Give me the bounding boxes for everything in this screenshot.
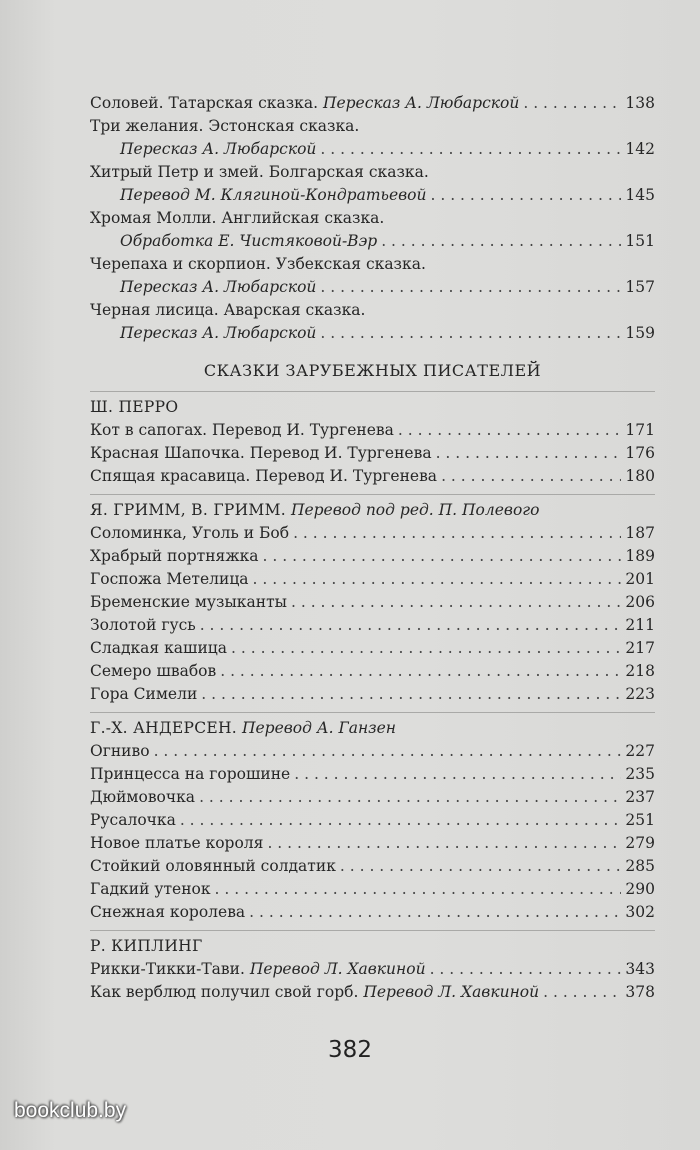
toc-entry-title bbox=[90, 299, 365, 322]
toc-entry bbox=[90, 522, 655, 545]
toc-entry-text: Хромая Молли. Английская сказка. bbox=[90, 209, 385, 227]
toc-entry-text: Гадкий утенок bbox=[90, 880, 211, 898]
toc-page-number: 218 bbox=[625, 662, 655, 680]
page-number: 382 bbox=[328, 1037, 372, 1063]
toc-entry bbox=[90, 786, 655, 809]
toc-entry-title bbox=[90, 637, 227, 660]
toc-entry bbox=[90, 614, 655, 637]
toc-entry-credit: Перевод Л. Хавкиной bbox=[249, 960, 426, 978]
toc-entry-title bbox=[90, 568, 249, 591]
toc-entry-text: Хитрый Петр и змей. Болгарская сказка. bbox=[90, 163, 429, 181]
toc-entry-credit: Перевод Л. Хавкиной bbox=[363, 983, 540, 1001]
toc-entry bbox=[90, 878, 655, 901]
toc-entry-title bbox=[90, 161, 429, 184]
toc-entry-title bbox=[120, 138, 316, 161]
toc-entry bbox=[90, 958, 655, 981]
toc-entry bbox=[90, 322, 655, 345]
toc-entry bbox=[90, 832, 655, 855]
toc-entry bbox=[90, 660, 655, 683]
toc-entry-title bbox=[90, 683, 197, 706]
toc-entry-text: Русалочка bbox=[90, 811, 176, 829]
toc-entry-title bbox=[90, 786, 195, 809]
toc-page-number: 302 bbox=[625, 903, 655, 921]
dot-leader bbox=[253, 568, 621, 591]
toc-page-number: 237 bbox=[625, 788, 655, 806]
toc-entry bbox=[90, 683, 655, 706]
dot-leader bbox=[154, 740, 621, 763]
dot-leader bbox=[320, 276, 621, 299]
toc-entry bbox=[90, 92, 655, 115]
toc-entry-text: Огниво bbox=[90, 742, 150, 760]
dot-leader bbox=[201, 683, 621, 706]
watermark: bookclub.by bbox=[14, 1099, 127, 1122]
toc-entry bbox=[90, 138, 655, 161]
toc-entry bbox=[90, 545, 655, 568]
toc-entry-title bbox=[90, 545, 259, 568]
dot-leader bbox=[180, 809, 621, 832]
toc-entry bbox=[90, 253, 655, 276]
toc-entry bbox=[90, 740, 655, 763]
toc-entry-title bbox=[120, 276, 316, 299]
table-of-contents bbox=[90, 92, 655, 1004]
toc-entry-text: Черная лисица. Аварская сказка. bbox=[90, 301, 366, 319]
toc-entry-title bbox=[90, 855, 336, 878]
toc-entry bbox=[90, 809, 655, 832]
toc-entry-title bbox=[90, 465, 437, 488]
dot-leader bbox=[220, 660, 621, 683]
toc-page-number: 251 bbox=[625, 811, 655, 829]
toc-entry bbox=[90, 184, 655, 207]
dot-leader bbox=[431, 184, 622, 207]
toc-page-number: 279 bbox=[625, 834, 655, 852]
toc-entry-text: Рикки-Тикки-Тави. bbox=[90, 960, 250, 978]
toc-entry bbox=[90, 981, 655, 1004]
section-title: СКАЗКИ ЗАРУБЕЖНЫХ ПИСАТЕЛЕЙ bbox=[203, 361, 542, 380]
toc-page-number: 145 bbox=[625, 186, 655, 204]
toc-entry-credit: Пересказ А. Любарской bbox=[322, 94, 520, 112]
toc-entry-text: Дюймовочка bbox=[90, 788, 196, 806]
toc-entry bbox=[90, 901, 655, 924]
dot-leader bbox=[320, 138, 621, 161]
author-heading bbox=[90, 935, 655, 958]
toc-entry bbox=[90, 419, 655, 442]
dot-leader bbox=[263, 545, 621, 568]
toc-page-number: 176 bbox=[625, 444, 655, 462]
section-divider bbox=[90, 391, 655, 392]
toc-entry bbox=[90, 230, 655, 253]
dot-leader bbox=[320, 322, 621, 345]
toc-entry-title bbox=[90, 92, 519, 115]
dot-leader bbox=[231, 637, 621, 660]
toc-page-number: 159 bbox=[625, 324, 655, 342]
toc-entry bbox=[90, 207, 655, 230]
toc-entry-text: Спящая красавица. Перевод И. Тургенева bbox=[90, 467, 438, 485]
toc-page-number: 285 bbox=[625, 857, 655, 875]
toc-entry-text: Бременские музыканты bbox=[90, 593, 287, 611]
dot-leader bbox=[441, 465, 621, 488]
toc-entry-text: Гора Симели bbox=[90, 685, 198, 703]
toc-entry-title bbox=[90, 115, 359, 138]
toc-page-number: 211 bbox=[625, 616, 655, 634]
toc-entry-title bbox=[90, 419, 394, 442]
section-divider bbox=[90, 712, 655, 713]
toc-entry-title bbox=[90, 614, 196, 637]
toc-entry-text: Стойкий оловянный солдатик bbox=[90, 857, 336, 875]
toc-entry-text: Как верблюд получил свой горб. bbox=[90, 983, 364, 1001]
toc-entry-title bbox=[90, 207, 384, 230]
author-name: Ш. ПЕРРО bbox=[90, 398, 179, 416]
toc-page-number: 189 bbox=[625, 547, 655, 565]
toc-page-number: 171 bbox=[625, 421, 655, 439]
toc-entry bbox=[90, 161, 655, 184]
toc-entry-title bbox=[90, 981, 539, 1004]
dot-leader bbox=[294, 763, 621, 786]
toc-entry-title bbox=[90, 591, 287, 614]
toc-entry-title bbox=[90, 660, 216, 683]
toc-page-number: 206 bbox=[625, 593, 655, 611]
toc-entry-credit: Пересказ А. Любарской bbox=[120, 278, 317, 296]
toc-entry bbox=[90, 299, 655, 322]
toc-entry-title bbox=[120, 230, 377, 253]
dot-leader bbox=[523, 92, 621, 115]
dot-leader bbox=[215, 878, 621, 901]
toc-entry-text: Соломинка, Уголь и Боб bbox=[90, 524, 290, 542]
toc-entry bbox=[90, 591, 655, 614]
toc-entry-credit: Пересказ А. Любарской bbox=[120, 140, 317, 158]
toc-entry-text: Кот в сапогах. Перевод И. Тургенева bbox=[90, 421, 394, 439]
toc-entry-text: Золотой гусь bbox=[90, 616, 196, 634]
toc-entry bbox=[90, 442, 655, 465]
toc-entry-title bbox=[90, 442, 432, 465]
dot-leader bbox=[249, 901, 621, 924]
dot-leader bbox=[199, 786, 621, 809]
toc-entry-title bbox=[90, 958, 426, 981]
dot-leader bbox=[291, 591, 621, 614]
author-name: Г.-Х. АНДЕРСЕН. bbox=[90, 719, 238, 737]
toc-entry-text: Храбрый портняжка bbox=[90, 547, 259, 565]
dot-leader bbox=[200, 614, 621, 637]
toc-entry bbox=[90, 763, 655, 786]
toc-entry-title bbox=[90, 740, 150, 763]
toc-entry-text: Сладкая кашица bbox=[90, 639, 228, 657]
toc-page-number: 180 bbox=[625, 467, 655, 485]
toc-entry-title bbox=[90, 878, 211, 901]
toc-page-number: 235 bbox=[625, 765, 655, 783]
toc-entry-text: Новое платье короля bbox=[90, 834, 264, 852]
dot-leader bbox=[436, 442, 621, 465]
toc-page-number: 343 bbox=[625, 960, 655, 978]
author-translation-note: Перевод под ред. П. Полевого bbox=[290, 501, 540, 519]
toc-entry-title bbox=[90, 809, 176, 832]
toc-entry bbox=[90, 855, 655, 878]
toc-entry-text: Соловей. Татарская сказка. bbox=[90, 94, 323, 112]
toc-entry bbox=[90, 637, 655, 660]
toc-entry-credit: Обработка Е. Чистяковой-Вэр bbox=[120, 232, 378, 250]
toc-entry-text: Принцесса на горошине bbox=[90, 765, 291, 783]
toc-entry-text: Семеро швабов bbox=[90, 662, 217, 680]
dot-leader bbox=[398, 419, 621, 442]
toc-entry bbox=[90, 465, 655, 488]
toc-entry bbox=[90, 568, 655, 591]
toc-entry-title bbox=[90, 522, 289, 545]
toc-page-number: 227 bbox=[625, 742, 655, 760]
author-name: Р. КИПЛИНГ bbox=[90, 937, 203, 955]
author-heading bbox=[90, 499, 655, 522]
author-heading bbox=[90, 717, 655, 740]
section-divider bbox=[90, 494, 655, 495]
toc-entry-title bbox=[90, 832, 263, 855]
toc-entry-title bbox=[90, 253, 426, 276]
toc-entry bbox=[90, 115, 655, 138]
dot-leader bbox=[543, 981, 621, 1004]
toc-page-number: 142 bbox=[625, 140, 655, 158]
toc-page-number: 138 bbox=[625, 94, 655, 112]
toc-entry-text: Госпожа Метелица bbox=[90, 570, 249, 588]
author-translation-note: Перевод А. Ганзен bbox=[241, 719, 397, 737]
toc-page-number: 201 bbox=[625, 570, 655, 588]
toc-entry-title bbox=[120, 322, 316, 345]
dot-leader bbox=[381, 230, 621, 253]
toc-entry-credit: Пересказ А. Любарской bbox=[120, 324, 317, 342]
toc-page-number: 378 bbox=[625, 983, 655, 1001]
dot-leader bbox=[430, 958, 621, 981]
dot-leader bbox=[293, 522, 621, 545]
toc-page-number: 157 bbox=[625, 278, 655, 296]
toc-entry-credit: Перевод М. Клягиной-Кондратьевой bbox=[120, 186, 427, 204]
toc-entry-text: Красная Шапочка. Перевод И. Тургенева bbox=[90, 444, 432, 462]
toc-page-number: 223 bbox=[625, 685, 655, 703]
toc-entry-title bbox=[90, 763, 290, 786]
toc-entry-text: Три желания. Эстонская сказка. bbox=[90, 117, 360, 135]
toc-page-number: 290 bbox=[625, 880, 655, 898]
toc-page-number: 187 bbox=[625, 524, 655, 542]
toc-page-number: 151 bbox=[625, 232, 655, 250]
toc-entry bbox=[90, 276, 655, 299]
dot-leader bbox=[267, 832, 621, 855]
toc-entry-title bbox=[90, 901, 245, 924]
toc-entry-text: Снежная королева bbox=[90, 903, 246, 921]
author-heading bbox=[90, 396, 655, 419]
toc-entry-text: Черепаха и скорпион. Узбекская сказка. bbox=[90, 255, 426, 273]
author-name: Я. ГРИММ, В. ГРИММ. bbox=[90, 501, 286, 519]
dot-leader bbox=[340, 855, 621, 878]
toc-entry-title bbox=[120, 184, 427, 207]
section-divider bbox=[90, 930, 655, 931]
toc-page-number: 217 bbox=[625, 639, 655, 657]
